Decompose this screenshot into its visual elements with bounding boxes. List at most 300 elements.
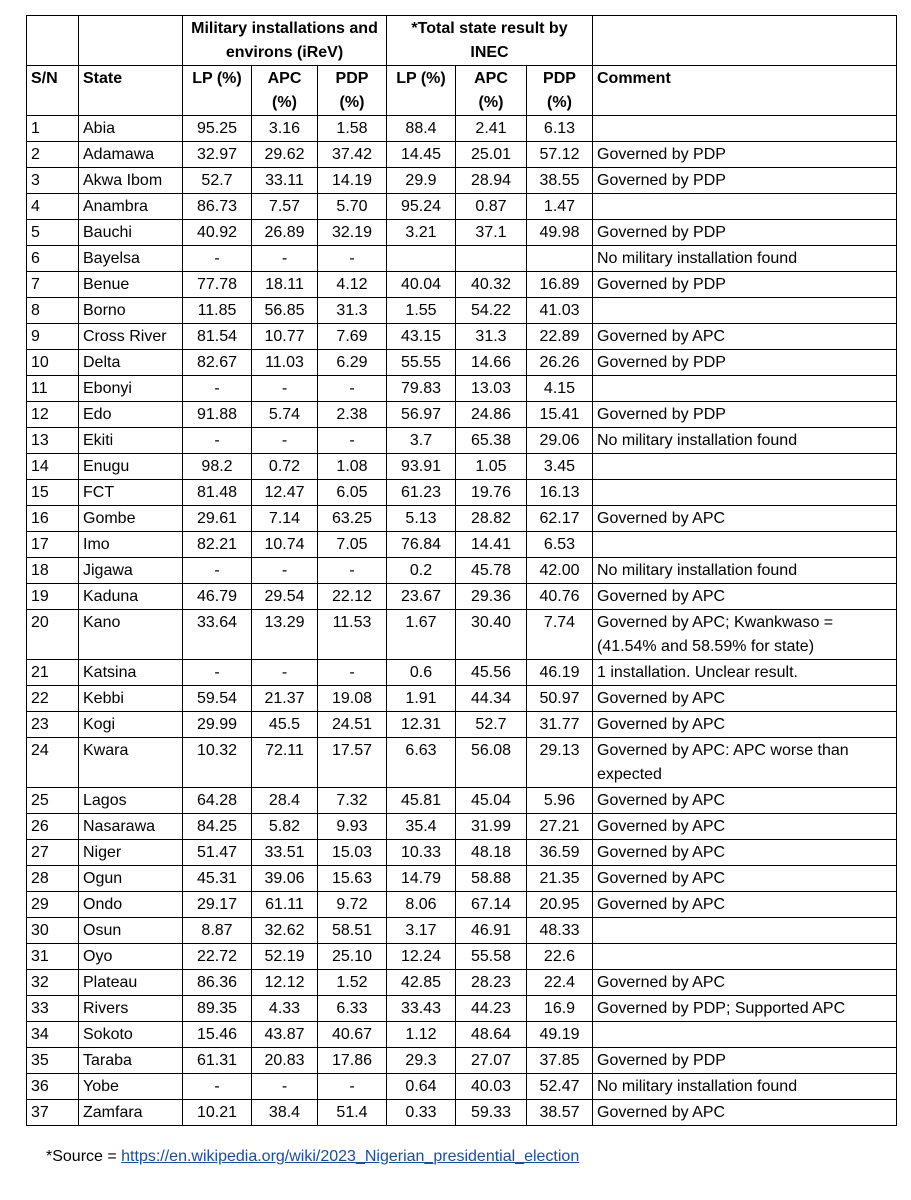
cell-inec-apc: 58.88	[456, 866, 527, 892]
cell-state: Jigawa	[79, 558, 183, 584]
cell-inec-apc: 40.32	[456, 272, 527, 298]
cell-mil-apc: 20.83	[252, 1048, 318, 1074]
cell-inec-pdp: 22.4	[527, 970, 593, 996]
cell-inec-pdp: 49.98	[527, 220, 593, 246]
cell-state: Sokoto	[79, 1022, 183, 1048]
cell-mil-lp: 61.31	[183, 1048, 252, 1074]
cell-comment: Governed by APC	[593, 712, 897, 738]
cell-sn: 6	[27, 246, 79, 272]
cell-state: Oyo	[79, 944, 183, 970]
cell-comment: Governed by APC	[593, 840, 897, 866]
cell-inec-apc: 25.01	[456, 142, 527, 168]
cell-mil-pdp: 7.69	[318, 324, 387, 350]
cell-comment	[593, 532, 897, 558]
cell-inec-apc: 13.03	[456, 376, 527, 402]
cell-inec-pdp: 16.13	[527, 480, 593, 506]
cell-comment: Governed by APC	[593, 814, 897, 840]
cell-mil-pdp: -	[318, 376, 387, 402]
cell-sn: 25	[27, 788, 79, 814]
column-header-inec-pdp: PDP (%)	[527, 66, 593, 116]
column-header-mil-apc: APC (%)	[252, 66, 318, 116]
cell-inec-pdp	[527, 246, 593, 272]
cell-mil-apc: 7.14	[252, 506, 318, 532]
cell-inec-apc: 56.08	[456, 738, 527, 788]
header-inec-group: *Total state result by INEC	[387, 16, 593, 66]
cell-sn: 18	[27, 558, 79, 584]
cell-mil-apc: 32.62	[252, 918, 318, 944]
table-row	[27, 480, 897, 506]
cell-mil-apc: 10.77	[252, 324, 318, 350]
cell-mil-pdp: 6.29	[318, 350, 387, 376]
cell-state: Anambra	[79, 194, 183, 220]
table-row	[27, 272, 897, 298]
cell-sn: 17	[27, 532, 79, 558]
cell-comment	[593, 116, 897, 142]
cell-mil-apc: -	[252, 558, 318, 584]
table-row	[27, 142, 897, 168]
cell-inec-lp: 0.64	[387, 1074, 456, 1100]
cell-mil-apc: 0.72	[252, 454, 318, 480]
cell-mil-apc: 11.03	[252, 350, 318, 376]
cell-state: Taraba	[79, 1048, 183, 1074]
cell-inec-lp: 1.55	[387, 298, 456, 324]
cell-mil-apc: 45.5	[252, 712, 318, 738]
cell-comment: Governed by PDP	[593, 142, 897, 168]
cell-state: Osun	[79, 918, 183, 944]
cell-inec-apc: 14.41	[456, 532, 527, 558]
cell-comment: Governed by APC	[593, 324, 897, 350]
cell-sn: 32	[27, 970, 79, 996]
cell-mil-pdp: 17.57	[318, 738, 387, 788]
cell-comment: Governed by PDP	[593, 402, 897, 428]
cell-sn: 20	[27, 610, 79, 660]
cell-sn: 15	[27, 480, 79, 506]
cell-mil-apc: 3.16	[252, 116, 318, 142]
cell-state: Nasarawa	[79, 814, 183, 840]
cell-mil-apc: 13.29	[252, 610, 318, 660]
cell-mil-pdp: 1.52	[318, 970, 387, 996]
cell-mil-lp: 29.17	[183, 892, 252, 918]
cell-sn: 11	[27, 376, 79, 402]
cell-inec-pdp: 27.21	[527, 814, 593, 840]
cell-mil-pdp: -	[318, 428, 387, 454]
table-row	[27, 1100, 897, 1126]
cell-sn: 13	[27, 428, 79, 454]
cell-mil-lp: 84.25	[183, 814, 252, 840]
table-row	[27, 1022, 897, 1048]
cell-sn: 1	[27, 116, 79, 142]
cell-sn: 36	[27, 1074, 79, 1100]
cell-mil-lp: 51.47	[183, 840, 252, 866]
cell-inec-pdp: 22.6	[527, 944, 593, 970]
cell-mil-apc: 61.11	[252, 892, 318, 918]
cell-mil-lp: 8.87	[183, 918, 252, 944]
header-blank	[593, 16, 897, 66]
cell-inec-apc: 46.91	[456, 918, 527, 944]
cell-inec-pdp: 38.55	[527, 168, 593, 194]
cell-inec-pdp: 6.53	[527, 532, 593, 558]
table-row	[27, 892, 897, 918]
cell-inec-pdp: 41.03	[527, 298, 593, 324]
cell-inec-pdp: 40.76	[527, 584, 593, 610]
cell-state: Kaduna	[79, 584, 183, 610]
cell-mil-apc: -	[252, 246, 318, 272]
cell-inec-pdp: 42.00	[527, 558, 593, 584]
table-row	[27, 558, 897, 584]
cell-state: Borno	[79, 298, 183, 324]
cell-mil-pdp: -	[318, 1074, 387, 1100]
cell-inec-lp: 45.81	[387, 788, 456, 814]
cell-inec-pdp: 26.26	[527, 350, 593, 376]
cell-comment	[593, 918, 897, 944]
cell-inec-apc: 28.82	[456, 506, 527, 532]
cell-inec-lp: 95.24	[387, 194, 456, 220]
cell-inec-apc: 14.66	[456, 350, 527, 376]
cell-inec-pdp: 1.47	[527, 194, 593, 220]
cell-inec-pdp: 46.19	[527, 660, 593, 686]
cell-inec-pdp: 62.17	[527, 506, 593, 532]
table-row	[27, 660, 897, 686]
cell-mil-lp: 52.7	[183, 168, 252, 194]
cell-sn: 37	[27, 1100, 79, 1126]
cell-mil-pdp: 4.12	[318, 272, 387, 298]
cell-inec-pdp: 6.13	[527, 116, 593, 142]
cell-inec-lp: 1.67	[387, 610, 456, 660]
cell-mil-lp: 81.54	[183, 324, 252, 350]
cell-mil-apc: -	[252, 428, 318, 454]
table-row	[27, 996, 897, 1022]
cell-state: Benue	[79, 272, 183, 298]
cell-state: Niger	[79, 840, 183, 866]
cell-inec-lp: 5.13	[387, 506, 456, 532]
cell-mil-lp: 77.78	[183, 272, 252, 298]
cell-mil-lp: 46.79	[183, 584, 252, 610]
table-row	[27, 324, 897, 350]
cell-mil-pdp: 6.33	[318, 996, 387, 1022]
cell-inec-apc: 27.07	[456, 1048, 527, 1074]
cell-mil-pdp: 58.51	[318, 918, 387, 944]
cell-inec-apc: 19.76	[456, 480, 527, 506]
cell-inec-lp: 61.23	[387, 480, 456, 506]
cell-mil-lp: -	[183, 1074, 252, 1100]
cell-inec-pdp: 49.19	[527, 1022, 593, 1048]
cell-comment	[593, 944, 897, 970]
table-row	[27, 506, 897, 532]
cell-comment: Governed by PDP	[593, 168, 897, 194]
cell-mil-pdp: 7.05	[318, 532, 387, 558]
cell-mil-apc: 4.33	[252, 996, 318, 1022]
cell-sn: 19	[27, 584, 79, 610]
cell-sn: 9	[27, 324, 79, 350]
cell-mil-lp: -	[183, 660, 252, 686]
cell-mil-apc: -	[252, 376, 318, 402]
header-blank	[27, 16, 79, 66]
cell-mil-apc: 12.47	[252, 480, 318, 506]
cell-inec-lp: 14.79	[387, 866, 456, 892]
cell-mil-lp: 64.28	[183, 788, 252, 814]
table-row	[27, 402, 897, 428]
cell-state: Akwa Ibom	[79, 168, 183, 194]
cell-comment	[593, 480, 897, 506]
cell-mil-pdp: 22.12	[318, 584, 387, 610]
cell-inec-pdp: 57.12	[527, 142, 593, 168]
cell-inec-lp: 76.84	[387, 532, 456, 558]
cell-mil-pdp: 6.05	[318, 480, 387, 506]
cell-mil-pdp: 25.10	[318, 944, 387, 970]
cell-comment: Governed by APC	[593, 686, 897, 712]
cell-inec-lp: 29.9	[387, 168, 456, 194]
cell-mil-pdp: 7.32	[318, 788, 387, 814]
cell-comment: Governed by PDP	[593, 272, 897, 298]
cell-inec-apc: 30.40	[456, 610, 527, 660]
cell-inec-lp: 12.24	[387, 944, 456, 970]
cell-state: Kano	[79, 610, 183, 660]
cell-inec-lp: 35.4	[387, 814, 456, 840]
cell-inec-lp: 43.15	[387, 324, 456, 350]
cell-mil-pdp: 2.38	[318, 402, 387, 428]
table-row	[27, 584, 897, 610]
cell-inec-lp	[387, 246, 456, 272]
cell-sn: 30	[27, 918, 79, 944]
table-row	[27, 376, 897, 402]
cell-inec-apc: 52.7	[456, 712, 527, 738]
table-row	[27, 428, 897, 454]
header-blank	[79, 16, 183, 66]
cell-mil-pdp: 51.4	[318, 1100, 387, 1126]
cell-inec-lp: 23.67	[387, 584, 456, 610]
cell-inec-pdp: 15.41	[527, 402, 593, 428]
cell-inec-apc: 67.14	[456, 892, 527, 918]
cell-mil-apc: 43.87	[252, 1022, 318, 1048]
cell-inec-lp: 0.2	[387, 558, 456, 584]
table-row	[27, 1048, 897, 1074]
table-row	[27, 1074, 897, 1100]
cell-inec-pdp: 52.47	[527, 1074, 593, 1100]
table-row	[27, 866, 897, 892]
cell-inec-apc: 48.18	[456, 840, 527, 866]
column-header-comment: Comment	[593, 66, 897, 116]
cell-inec-apc: 31.3	[456, 324, 527, 350]
cell-mil-apc: 28.4	[252, 788, 318, 814]
cell-inec-lp: 93.91	[387, 454, 456, 480]
cell-mil-pdp: 1.58	[318, 116, 387, 142]
cell-state: Bauchi	[79, 220, 183, 246]
table-row	[27, 610, 897, 660]
cell-comment	[593, 194, 897, 220]
cell-mil-apc: 7.57	[252, 194, 318, 220]
cell-mil-apc: 12.12	[252, 970, 318, 996]
cell-comment: 1 installation. Unclear result.	[593, 660, 897, 686]
cell-inec-apc: 0.87	[456, 194, 527, 220]
cell-inec-apc: 37.1	[456, 220, 527, 246]
cell-mil-pdp: 5.70	[318, 194, 387, 220]
table-row	[27, 454, 897, 480]
cell-sn: 34	[27, 1022, 79, 1048]
cell-inec-apc: 28.94	[456, 168, 527, 194]
cell-inec-lp: 56.97	[387, 402, 456, 428]
cell-comment	[593, 1022, 897, 1048]
cell-state: Delta	[79, 350, 183, 376]
header-column-row	[27, 66, 897, 116]
cell-inec-apc: 45.04	[456, 788, 527, 814]
cell-state: Imo	[79, 532, 183, 558]
cell-mil-pdp: 9.72	[318, 892, 387, 918]
cell-mil-lp: 82.67	[183, 350, 252, 376]
cell-inec-pdp: 29.13	[527, 738, 593, 788]
cell-comment: No military installation found	[593, 558, 897, 584]
cell-mil-pdp: -	[318, 246, 387, 272]
cell-state: Abia	[79, 116, 183, 142]
table-row	[27, 712, 897, 738]
cell-mil-lp: 29.99	[183, 712, 252, 738]
cell-inec-lp: 1.91	[387, 686, 456, 712]
cell-inec-lp: 8.06	[387, 892, 456, 918]
cell-inec-apc: 55.58	[456, 944, 527, 970]
cell-mil-apc: 10.74	[252, 532, 318, 558]
cell-state: Bayelsa	[79, 246, 183, 272]
cell-state: Ondo	[79, 892, 183, 918]
cell-inec-apc: 45.56	[456, 660, 527, 686]
cell-inec-pdp: 38.57	[527, 1100, 593, 1126]
cell-state: Katsina	[79, 660, 183, 686]
cell-mil-pdp: 37.42	[318, 142, 387, 168]
column-header-mil-pdp: PDP (%)	[318, 66, 387, 116]
cell-inec-pdp: 7.74	[527, 610, 593, 660]
cell-sn: 26	[27, 814, 79, 840]
cell-mil-pdp: 9.93	[318, 814, 387, 840]
cell-sn: 28	[27, 866, 79, 892]
cell-inec-lp: 14.45	[387, 142, 456, 168]
cell-sn: 16	[27, 506, 79, 532]
cell-mil-lp: 95.25	[183, 116, 252, 142]
cell-comment	[593, 376, 897, 402]
cell-comment: Governed by PDP; Supported APC	[593, 996, 897, 1022]
cell-mil-pdp: 17.86	[318, 1048, 387, 1074]
cell-mil-lp: -	[183, 558, 252, 584]
cell-comment: No military installation found	[593, 428, 897, 454]
cell-inec-lp: 55.55	[387, 350, 456, 376]
cell-mil-pdp: 31.3	[318, 298, 387, 324]
cell-sn: 22	[27, 686, 79, 712]
header-group-row	[27, 16, 897, 66]
cell-inec-apc: 59.33	[456, 1100, 527, 1126]
cell-mil-apc: 5.74	[252, 402, 318, 428]
cell-inec-apc: 45.78	[456, 558, 527, 584]
cell-sn: 27	[27, 840, 79, 866]
cell-inec-pdp: 5.96	[527, 788, 593, 814]
cell-inec-pdp: 16.9	[527, 996, 593, 1022]
cell-mil-pdp: 11.53	[318, 610, 387, 660]
table-row	[27, 246, 897, 272]
cell-comment	[593, 454, 897, 480]
cell-mil-lp: 10.32	[183, 738, 252, 788]
cell-mil-lp: -	[183, 428, 252, 454]
cell-inec-lp: 79.83	[387, 376, 456, 402]
cell-inec-apc: 48.64	[456, 1022, 527, 1048]
cell-sn: 12	[27, 402, 79, 428]
column-header-sn: S/N	[27, 66, 79, 116]
cell-mil-lp: 89.35	[183, 996, 252, 1022]
cell-state: Rivers	[79, 996, 183, 1022]
cell-mil-lp: 29.61	[183, 506, 252, 532]
cell-inec-apc: 28.23	[456, 970, 527, 996]
cell-comment: Governed by APC	[593, 970, 897, 996]
cell-state: Enugu	[79, 454, 183, 480]
cell-sn: 24	[27, 738, 79, 788]
cell-mil-apc: 5.82	[252, 814, 318, 840]
source-prefix: *Source =	[46, 1148, 122, 1165]
cell-inec-lp: 29.3	[387, 1048, 456, 1074]
cell-inec-pdp: 4.15	[527, 376, 593, 402]
cell-sn: 3	[27, 168, 79, 194]
cell-inec-apc	[456, 246, 527, 272]
cell-comment: Governed by PDP	[593, 220, 897, 246]
table-row	[27, 738, 897, 788]
cell-mil-pdp: 14.19	[318, 168, 387, 194]
cell-comment: Governed by APC	[593, 584, 897, 610]
cell-sn: 5	[27, 220, 79, 246]
cell-sn: 29	[27, 892, 79, 918]
cell-sn: 4	[27, 194, 79, 220]
cell-mil-apc: 56.85	[252, 298, 318, 324]
cell-inec-pdp: 21.35	[527, 866, 593, 892]
cell-mil-pdp: 24.51	[318, 712, 387, 738]
cell-inec-lp: 3.21	[387, 220, 456, 246]
table-row	[27, 168, 897, 194]
cell-mil-lp: -	[183, 376, 252, 402]
cell-mil-lp: 33.64	[183, 610, 252, 660]
cell-mil-apc: 29.54	[252, 584, 318, 610]
cell-state: Edo	[79, 402, 183, 428]
cell-inec-pdp: 50.97	[527, 686, 593, 712]
cell-mil-lp: 86.36	[183, 970, 252, 996]
cell-mil-lp: 81.48	[183, 480, 252, 506]
table-row	[27, 298, 897, 324]
cell-inec-lp: 10.33	[387, 840, 456, 866]
cell-state: Zamfara	[79, 1100, 183, 1126]
cell-mil-pdp: 40.67	[318, 1022, 387, 1048]
cell-sn: 31	[27, 944, 79, 970]
cell-comment: Governed by APC	[593, 866, 897, 892]
cell-inec-apc: 65.38	[456, 428, 527, 454]
cell-inec-lp: 1.12	[387, 1022, 456, 1048]
cell-inec-apc: 29.36	[456, 584, 527, 610]
cell-inec-lp: 0.33	[387, 1100, 456, 1126]
cell-state: Ebonyi	[79, 376, 183, 402]
table-row	[27, 194, 897, 220]
source-footnote	[46, 1146, 579, 1168]
cell-state: FCT	[79, 480, 183, 506]
cell-mil-lp: 22.72	[183, 944, 252, 970]
cell-inec-lp: 88.4	[387, 116, 456, 142]
table-row	[27, 532, 897, 558]
cell-mil-lp: 82.21	[183, 532, 252, 558]
cell-mil-pdp: -	[318, 558, 387, 584]
cell-inec-apc: 40.03	[456, 1074, 527, 1100]
cell-state: Kebbi	[79, 686, 183, 712]
cell-state: Lagos	[79, 788, 183, 814]
cell-inec-lp: 0.6	[387, 660, 456, 686]
cell-inec-pdp: 3.45	[527, 454, 593, 480]
cell-comment: Governed by APC	[593, 506, 897, 532]
cell-inec-pdp: 16.89	[527, 272, 593, 298]
cell-inec-apc: 31.99	[456, 814, 527, 840]
source-link[interactable]: https://en.wikipedia.org/wiki/2023_Nigerian_presidential_election	[121, 1148, 580, 1165]
cell-state: Ekiti	[79, 428, 183, 454]
cell-mil-apc: -	[252, 660, 318, 686]
cell-state: Gombe	[79, 506, 183, 532]
cell-inec-pdp: 31.77	[527, 712, 593, 738]
